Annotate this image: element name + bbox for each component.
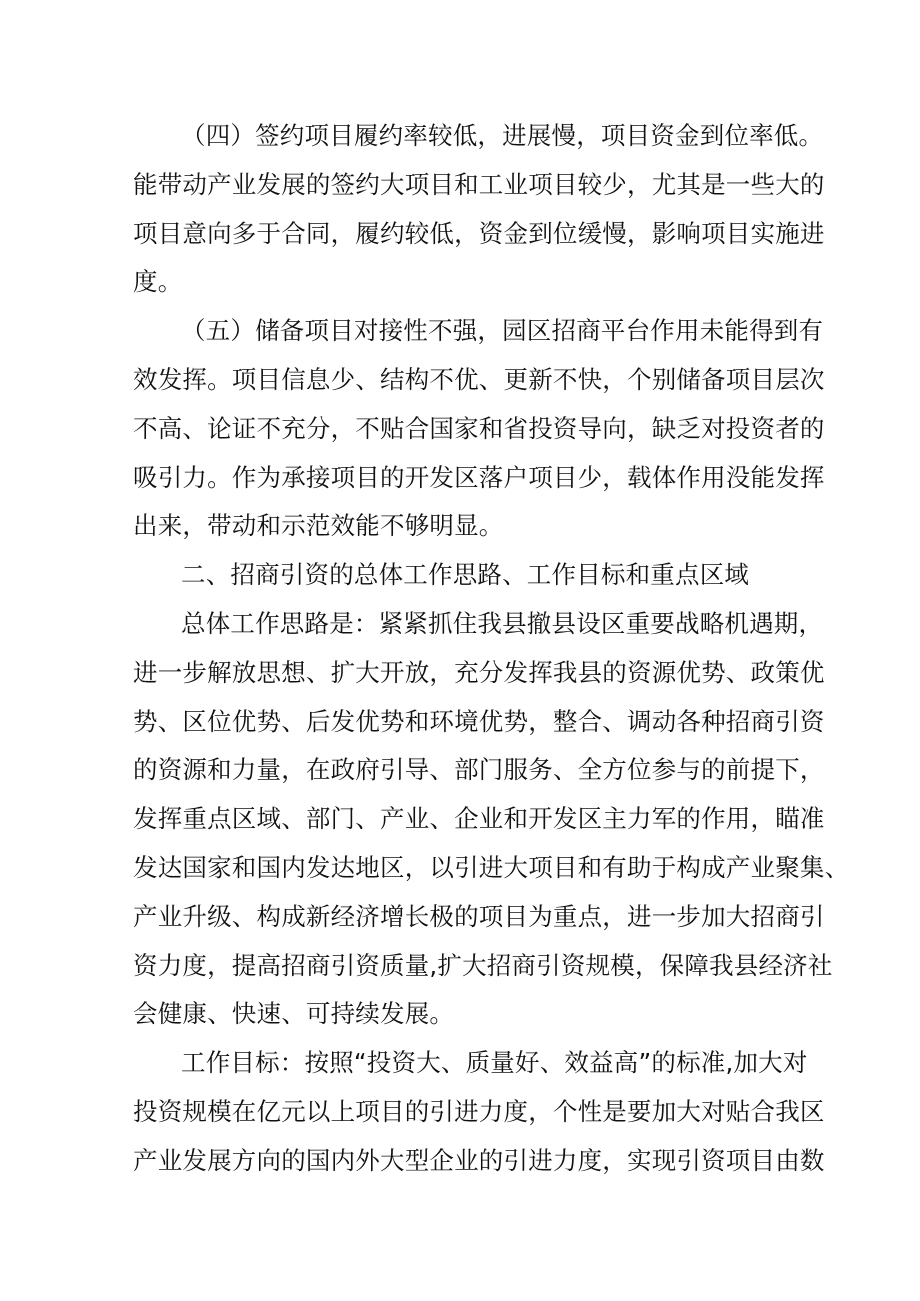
- general-approach-line: 进一步解放思想、扩大开放，充分发挥我县的资源优势、政策优: [133, 657, 825, 687]
- general-approach-line: 的资源和力量，在政府引导、部门服务、全方位参与的前提下，: [133, 755, 825, 785]
- document-body: [133, 112, 850, 1186]
- general-approach-line: 发挥重点区域、部门、产业、企业和开发区主力军的作用，瞄准: [133, 804, 825, 834]
- paragraph-4-heading-line: （四）签约项目履约率较低，进展慢，项目资金到位率低。: [181, 121, 824, 150]
- work-goal-line: 投资规模在亿元以上项目的引进力度，个性是要加大对贴合我区: [133, 1096, 825, 1126]
- paragraph-4-line: 度。: [133, 267, 183, 297]
- general-approach-line: 势、区位优势、后发优势和环境优势，整合、调动各种招商引资: [133, 706, 825, 736]
- paragraph-5-line: 出来，带动和示范效能不够明显。: [133, 511, 504, 541]
- paragraph-5-heading-line: （五）储备项目对接性不强，园区招商平台作用未能得到有: [181, 316, 824, 346]
- work-goal-line: 产业发展方向的国内外大型企业的引进力度，实现引资项目由数: [133, 1145, 825, 1175]
- general-approach-line: 发达国家和国内发达地区，以引进大项目和有助于构成产业聚集、: [133, 852, 850, 882]
- paragraph-4-line: 能带动产业发展的签约大项目和工业项目较少，尤其是一些大的: [133, 169, 825, 199]
- section-2-heading: 二、招商引资的总体工作思路、工作目标和重点区域: [181, 560, 750, 590]
- paragraph-4-line: 项目意向多于合同，履约较低，资金到位缓慢，影响项目实施进: [133, 218, 825, 248]
- general-approach-line: 产业升级、构成新经济增长极的项目为重点，进一步加大招商引: [133, 901, 825, 931]
- paragraph-5-line: 不高、论证不充分，不贴合国家和省投资导向，缺乏对投资者的: [133, 413, 825, 443]
- general-approach-line: 会健康、快速、可持续发展。: [133, 999, 455, 1029]
- general-approach-line: 资力度，提高招商引资质量,扩大招商引资规模，保障我县经济社: [133, 950, 833, 980]
- work-goal-line: 工作目标：按照“投资大、质量好、效益高”的标准,加大对: [181, 1048, 808, 1078]
- paragraph-5-line: 吸引力。作为承接项目的开发区落户项目少，载体作用没能发挥: [133, 462, 825, 492]
- paragraph-5-line: 效发挥。项目信息少、结构不优、更新不快，个别储备项目层次: [133, 364, 825, 394]
- general-approach-line: 总体工作思路是：紧紧抓住我县撤县设区重要战略机遇期，: [181, 608, 824, 638]
